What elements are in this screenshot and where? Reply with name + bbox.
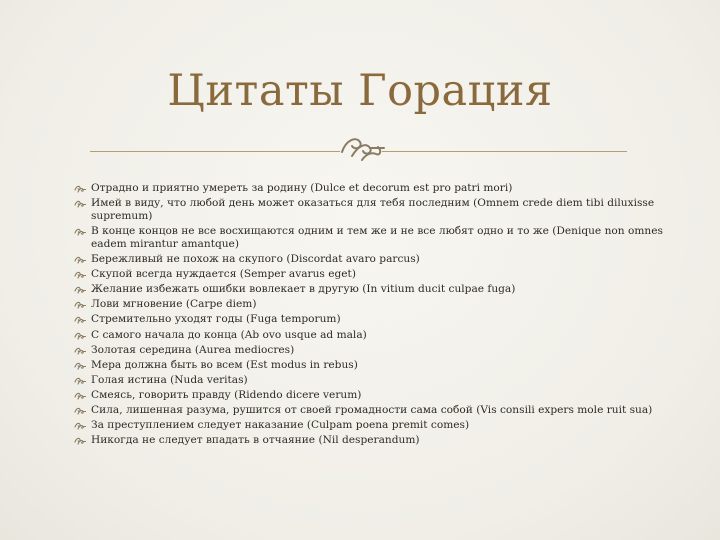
list-item (74, 268, 674, 281)
quote-text: Стремительно уходят годы (Fuga temporum) (91, 313, 341, 326)
flourish-bullet-icon (74, 436, 86, 445)
flourish-bullet-icon (74, 285, 86, 294)
quote-text: Золотая середина (Aurea mediocres) (91, 343, 295, 356)
flourish-bullet-icon (74, 391, 86, 400)
flourish-bullet-icon (74, 421, 86, 430)
list-item (74, 419, 674, 432)
flourish-bullet-icon (74, 346, 86, 355)
flourish-bullet-icon (74, 300, 86, 309)
list-item (74, 344, 674, 357)
divider-line-right (382, 151, 627, 152)
list-item (74, 253, 674, 266)
list-item (74, 404, 674, 417)
list-item (74, 329, 674, 342)
quote-text: За преступлением следует наказание (Culpam poena premit comes) (91, 419, 470, 432)
quote-text: В конце концов не все восхищаются одним и тем же и не все любят одно и то же (Denique non omnes eadem mirantur amantque) (91, 225, 663, 250)
quote-text: Отрадно и приятно умереть за родину (Dulce et decorum est pro patri mori) (91, 182, 513, 194)
list-item (74, 182, 674, 195)
list-item (74, 389, 674, 402)
flourish-bullet-icon (74, 199, 86, 208)
quote-text: Желание избежать ошибки вовлекает в другую (In vitium ducit culpae fuga) (91, 283, 516, 296)
list-item (74, 374, 674, 387)
list-item (74, 197, 674, 223)
quote-text: Скупой всегда нуждается (Semper avarus eget) (91, 268, 356, 281)
flourish-bullet-icon (74, 270, 86, 279)
flourish-bullet-icon (74, 315, 86, 324)
flourish-bullet-icon (74, 406, 86, 415)
quote-text: Сила, лишенная разума, рушится от своей громадности сама собой (Vis consili expers mole ruit sua) (91, 404, 653, 417)
scroll-flourish-icon (338, 132, 386, 162)
slide-title: Цитаты Горация (167, 66, 553, 116)
quote-text: Бережливый не похож на скупого (Discordat avaro parcus) (91, 253, 420, 266)
list-item (74, 298, 674, 311)
flourish-bullet-icon (74, 361, 86, 370)
list-item (74, 359, 674, 372)
flourish-bullet-icon (74, 376, 86, 385)
quote-text: Голая истина (Nuda veritas) (91, 373, 248, 386)
quote-text: Мера должна быть во всем (Est modus in rebus) (91, 358, 358, 371)
list-item (74, 313, 674, 326)
list-item (74, 283, 674, 296)
quote-text: Лови мгновение (Carpe diem) (91, 298, 257, 311)
quote-text: Имей в виду, что любой день может оказаться для тебя последним (Omnem crede diem tibi diluxisse supremum) (91, 197, 655, 222)
list-item (74, 225, 674, 251)
flourish-bullet-icon (74, 255, 86, 264)
flourish-bullet-icon (74, 227, 86, 236)
list-item (74, 434, 674, 447)
quote-text: Никогда не следует впадать в отчаяние (Nil desperandum) (91, 434, 420, 447)
quote-list (74, 182, 674, 449)
flourish-bullet-icon (74, 184, 86, 193)
quote-text: Смеясь, говорить правду (Ridendo dicere verum) (91, 388, 362, 401)
flourish-bullet-icon (74, 331, 86, 340)
quote-text: С самого начала до конца (Ab ovo usque ad mala) (91, 328, 367, 341)
divider-line-left (90, 151, 340, 152)
